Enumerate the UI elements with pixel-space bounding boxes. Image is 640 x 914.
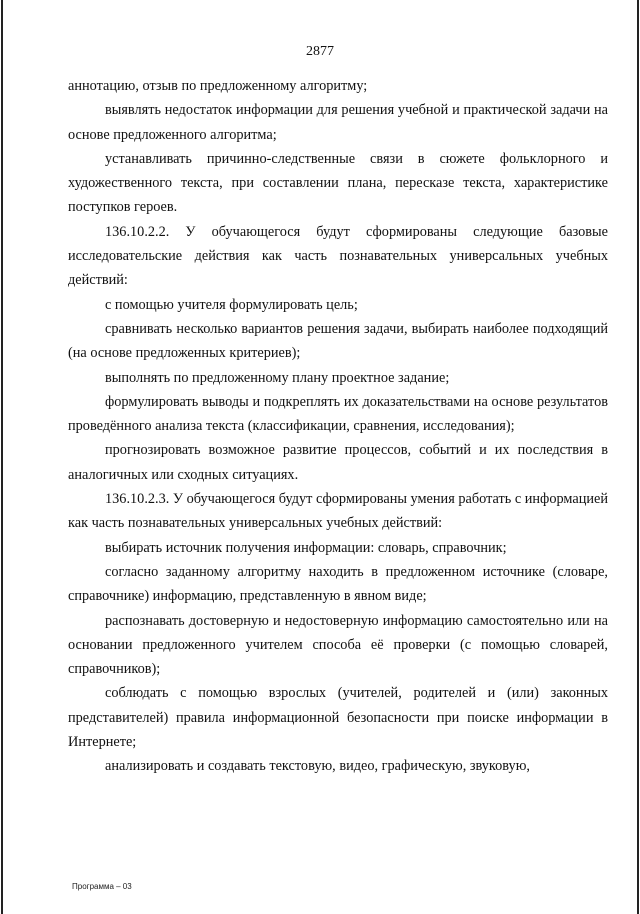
body-text: [68, 74, 608, 779]
section-paragraph: 136.10.2.2. У обучающегося будут сформированы следующие базовые исследовательские действия как часть познавательных универсальных учебных действий:: [68, 223, 608, 289]
footer-label: Программа – 03: [72, 882, 132, 891]
paragraph-continuation: аннотацию, отзыв по предложенному алгоритму;: [68, 78, 368, 94]
list-paragraph: сравнивать несколько вариантов решения задачи, выбирать наиболее подходящий (на основе предложенных критериев);: [68, 320, 608, 362]
list-paragraph: формулировать выводы и подкреплять их доказательствами на основе результатов проведённого анализа текста (классификации, сравнения, исследования);: [68, 393, 608, 435]
list-paragraph: с помощью учителя формулировать цель;: [105, 296, 358, 313]
section-paragraph: 136.10.2.3. У обучающегося будут сформированы умения работать с информацией как часть познавательных универсальных учебных действий:: [68, 491, 608, 532]
list-paragraph: устанавливать причинно-следственные связи в сюжете фольклорного и художественного текста, при составлении плана, пересказе текста, характеристике поступков героев.: [68, 150, 608, 216]
list-paragraph: выполнять по предложенному плану проектное задание;: [105, 369, 450, 386]
list-paragraph: распознавать достоверную и недостоверную информацию самостоятельно или на основании предложенного учителем способа её проверки (с помощью словарей, справочников);: [68, 612, 608, 678]
list-paragraph: прогнозировать возможное развитие процессов, событий и их последствия в аналогичных или сходных ситуациях.: [68, 442, 608, 483]
list-paragraph: анализировать и создавать текстовую, видео, графическую, звуковую,: [105, 758, 530, 775]
list-paragraph: выбирать источник получения информации: словарь, справочник;: [105, 539, 507, 556]
scan-edge-left: [1, 0, 3, 914]
scan-edge-right: [637, 0, 639, 914]
list-paragraph: выявлять недостаток информации для решения учебной и практической задачи на основе предложенного алгоритма;: [68, 102, 608, 143]
page-number: 2877: [306, 44, 334, 59]
list-paragraph: соблюдать с помощью взрослых (учителей, родителей и (или) законных представителей) правила информационной безопасности при поиске информации в Интернете;: [68, 685, 608, 751]
list-paragraph: согласно заданному алгоритму находить в предложенном источнике (словаре, справочнике) информацию, представленную в явном виде;: [68, 563, 608, 605]
